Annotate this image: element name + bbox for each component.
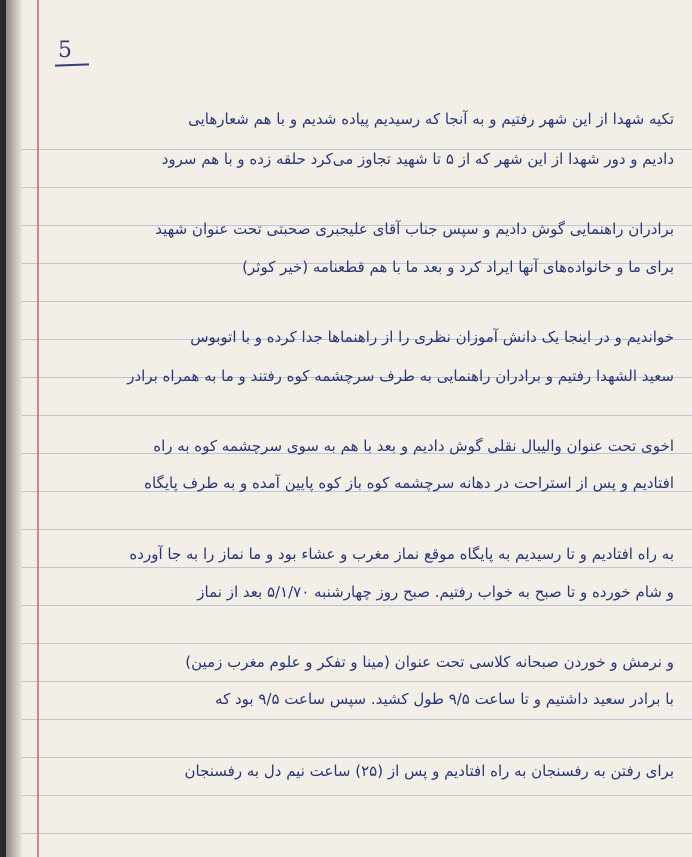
page-edge-shadow xyxy=(6,0,22,857)
handwritten-line: تکیه شهدا از این شهر رفتیم و به آنجا که رسیدیم پیاده شدیم و با هم شعارهایی xyxy=(188,110,674,128)
handwritten-line: به راه افتادیم و تا رسیدیم به پایگاه موقع نماز مغرب و عشاء بود و ما نماز را به جا آورده xyxy=(129,545,674,563)
handwritten-line: برادران راهنمایی گوش دادیم و سپس جناب آقای علیجبری صحبتی تحت عنوان شهید xyxy=(155,220,674,238)
handwritten-line: اخوی تحت عنوان والیبال نقلی گوش دادیم و بعد با هم به سوی سرچشمه کوه به راه xyxy=(153,437,674,455)
handwritten-line: برای رفتن به رفسنجان به راه افتادیم و پس از (۲۵) ساعت نیم دل به رفسنجان xyxy=(184,762,674,780)
page-number: 5 xyxy=(58,38,72,63)
handwritten-line: افتادیم و پس از استراحت در دهانه سرچشمه کوه باز کوه پایین آمده و به طرف پایگاه xyxy=(144,474,674,492)
handwritten-line: دادیم و دور شهدا از این شهر که از ۵ تا شهید تجاوز می‌کرد حلقه زده و با هم سرود xyxy=(161,150,674,168)
margin-line xyxy=(37,0,39,857)
notebook-page xyxy=(6,0,692,857)
page-header-area xyxy=(22,0,692,108)
handwritten-line: با برادر سعید داشتیم و تا ساعت ۹/۵ طول کشید. سپس ساعت ۹/۵ بود که xyxy=(215,690,674,708)
handwritten-line: خواندیم و در اینجا یک دانش آموزان نظری را از راهنماها جدا کرده و با اتوبوس xyxy=(190,328,674,346)
handwritten-line: و شام خورده و تا صبح به خواب رفتیم. صبح روز چهارشنبه ۵/۱/۷۰ بعد از نماز xyxy=(197,583,674,601)
handwritten-line: برای ما و خانواده‌های آنها ایراد کرد و بعد ما با هم قطعنامه (خیر کوثر) xyxy=(242,258,674,276)
handwritten-line: و نرمش و خوردن صبحانه کلاسی تحت عنوان (مینا و تفکر و علوم مغرب زمین) xyxy=(185,653,674,671)
handwritten-line: سعید الشهدا رفتیم و برادران راهنمایی به طرف سرچشمه کوه رفتند و ما به همراه برادر xyxy=(127,367,674,385)
